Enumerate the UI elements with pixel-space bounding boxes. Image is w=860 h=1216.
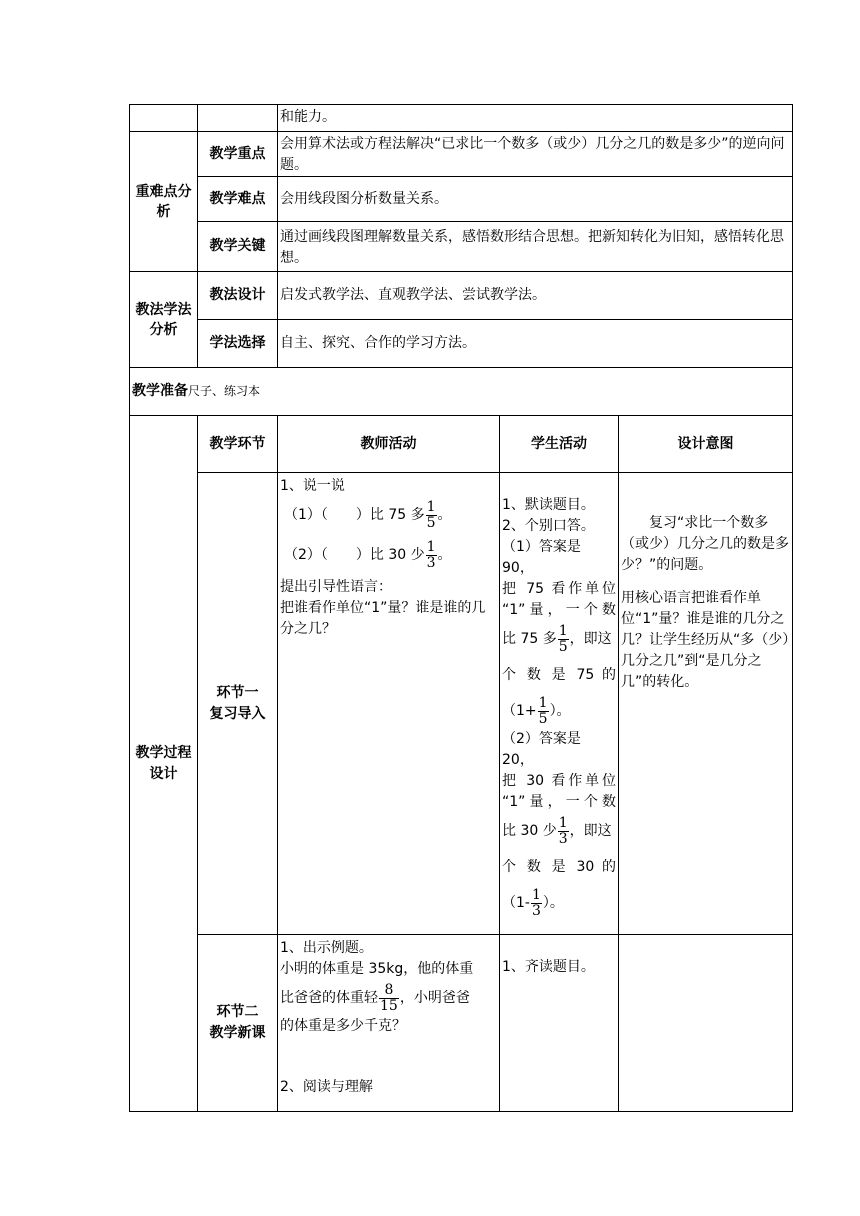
- method-label-2: 学法选择: [197, 319, 278, 368]
- stage1-student: 1、默读题目。 2、个别口答。 （1）答案是 90， 把 75 看作单位 “1”量，一个数 比 75 多 $\frac{1}{5}$ ，即这 个 数 是 75 的 （1+ $\frac{1}{5}$ ）。 （2）答案是 20， 把 30 看作单位 “1”量，一个数 比 30 少 $\frac{1}{3}$ ，即这 个 数 是 30 的 （1- $\frac{1}{3}$ ）。: [499, 472, 619, 935]
- stage2-name: 环节二 教学新课: [197, 934, 278, 1112]
- stage1-intent-p1: 复习“求比一个数多（或少）几分之几的数是多少？”的问题。: [621, 515, 789, 573]
- stage1-prompt-title: 提出引导性语言：: [280, 579, 392, 595]
- stage2-teacher: 1、出示例题。 小明的体重是 35kg，他的体重 比爸爸的体重轻 $\frac{8}{15}$ ，小明爸爸 的体重是多少千克？ 2、阅读与理解: [277, 934, 500, 1112]
- key-points-section-label: 重难点分析: [129, 131, 198, 272]
- stage1-question-1: （1）（ ）比 75 多 $\frac{1}{5}$ 。: [284, 498, 452, 531]
- key-point-content-1: 会用算术法或方程法解决“已求比一个数多（或少）几分之几的数是多少”的逆向问题。: [277, 131, 793, 177]
- fraction-1-5: $\frac{1}{5}$: [538, 694, 548, 727]
- top-row-text: 和能力。: [280, 109, 336, 125]
- header-student: 学生活动: [499, 415, 619, 473]
- key-point-label-3: 教学关键: [197, 221, 278, 272]
- top-row-mid-cell: [197, 104, 278, 132]
- key-point-label-2: 教学难点: [197, 176, 278, 222]
- method-label-1: 教法设计: [197, 271, 278, 320]
- header-teacher: 教师活动: [277, 415, 500, 473]
- key-point-label-1: 教学重点: [197, 131, 278, 177]
- top-row-content: [277, 104, 793, 132]
- stage1-teacher: [277, 472, 500, 935]
- stage1-prompt: 把谁看作单位“1”量？谁是谁的几分之几？: [280, 600, 486, 637]
- fraction-1-3: $\frac{1}{3}$: [426, 538, 436, 571]
- prep-content: 尺子、练习本: [188, 384, 261, 398]
- stage1-teacher-title: 1、说一说: [280, 478, 345, 494]
- fraction-1-3: $\frac{1}{3}$: [531, 886, 541, 919]
- method-content-1: 启发式教学法、直观教学法、尝试教学法。: [277, 271, 793, 320]
- stage2-student: 1、齐读题目。: [499, 934, 619, 1112]
- stage1-name: 环节一 复习导入: [197, 472, 278, 935]
- fraction-1-3: $\frac{1}{3}$: [558, 814, 568, 847]
- stage2-intent: [618, 934, 793, 1112]
- top-row-left-cell: [129, 104, 198, 132]
- fraction-1-5: $\frac{1}{5}$: [426, 498, 436, 531]
- prep-label: 教学准备: [132, 383, 188, 399]
- method-content-2: 自主、探究、合作的学习方法。: [277, 319, 793, 368]
- fraction-1-5: $\frac{1}{5}$: [558, 622, 568, 655]
- stage1-question-2: （2）（ ）比 30 少 $\frac{1}{3}$ 。: [284, 538, 452, 571]
- key-point-content-3: 通过画线段图理解数量关系，感悟数形结合思想。把新知转化为旧知，感悟转化思想。: [277, 221, 793, 272]
- header-intent: 设计意图: [618, 415, 793, 473]
- stage1-intent: [618, 472, 793, 935]
- method-section-label: 教法学法分析: [129, 271, 198, 368]
- process-section-label: 教学过程设计: [129, 415, 198, 1112]
- header-stage: 教学环节: [197, 415, 278, 473]
- key-point-content-2: 会用线段图分析数量关系。: [277, 176, 793, 222]
- fraction-8-15: $\frac{8}{15}$: [380, 981, 398, 1014]
- prep-row: [129, 367, 793, 416]
- stage1-intent-p2: 用核心语言把谁看作单位“1”量？谁是谁的几分之几？让学生经历从“多（少）几分之几”到“是几分之几”的转化。: [621, 590, 790, 690]
